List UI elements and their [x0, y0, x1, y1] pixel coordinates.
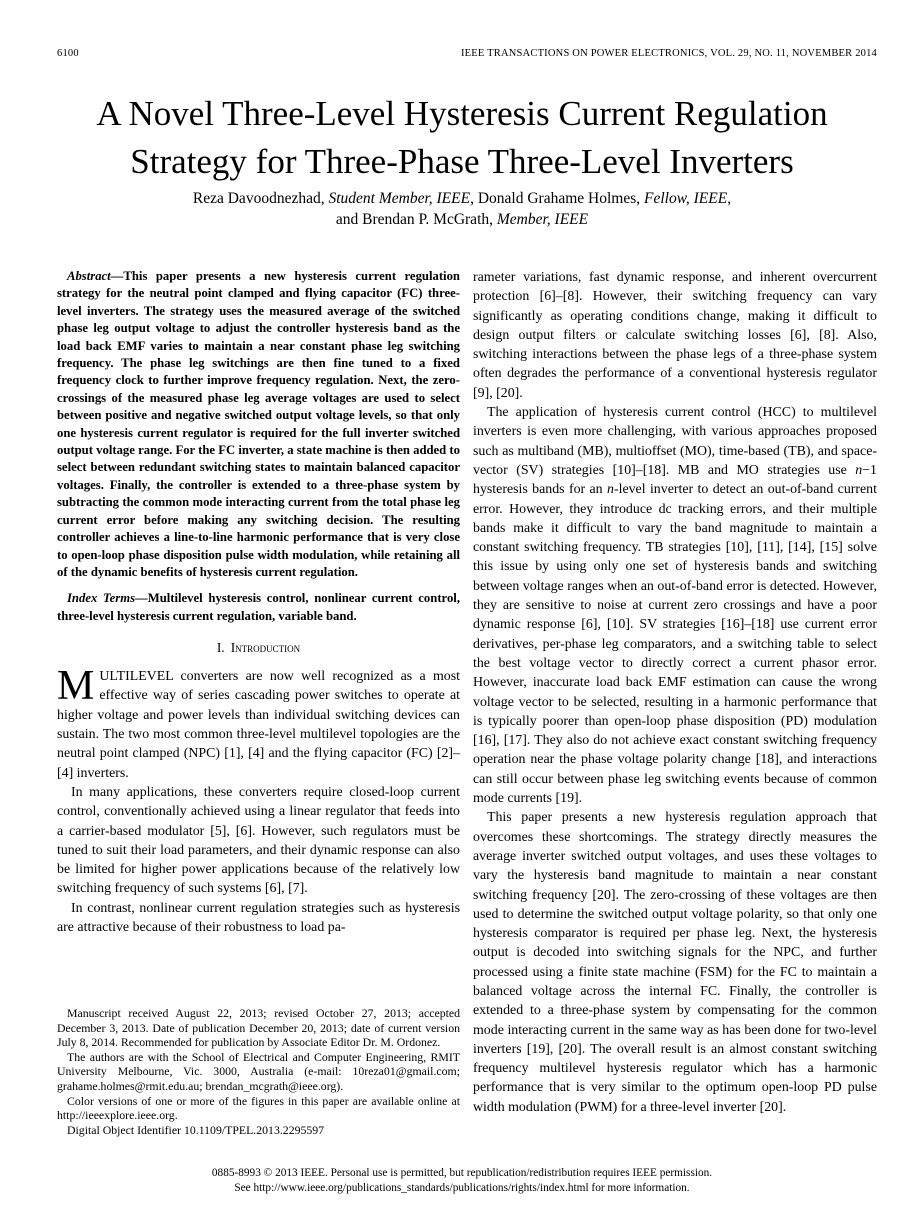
- intro-paragraph-3: In contrast, nonlinear current regulation strategies such as hysteresis are attractive because of their robustness to load pa-: [57, 900, 460, 935]
- section-number: I.: [216, 640, 225, 656]
- copyright-footer: [0, 1166, 924, 1195]
- intro-paragraph-1-text: converters are now well recognized as a most effective way of series cascading power switches to operate at higher voltage and power levels than individual switching devices can sustain. The two most common three-level multilevel topologies are the neutral point clamped (NPC) [1], [4] and the flying capacitor (FC) [2]–[4] inverters.: [57, 669, 460, 781]
- author-line-1: Reza Davoodnezhad, Student Member, IEEE, Donald Grahame Holmes, Fellow, IEEE,: [192, 190, 732, 207]
- abstract: Abstract—This paper presents a new hysteresis current regulation strategy for the neutral point clamped and flying capacitor (FC) three-level inverters. The strategy uses the measured average of the switched phase leg output voltage to adjust the controller hysteresis band as the load back EMF varies to maintain a near constant phase leg switching frequency. The phase leg switchings are then fine tuned to a fixed frequency clock to further improve frequency regulation. Next, the zero-crossings of the measured phase leg average voltages are used to select between positive and negative switched output voltage levels, so that only one hysteresis current regulator is required for the full inverter switched output voltage range. For the FC inverter, a state machine is then added to select between redundant switching states to maintain balanced capacitor voltages. Finally, the controller is extended to a three-phase system by subtracting the common mode interacting current from the total phase leg current error before making any switching decision. The resulting controller achieves a line-to-line harmonic performance that is very close to open-loop phase disposition pulse width modulation, while retaining all of the dynamic benefits of hysteresis current regulation.: [57, 269, 460, 579]
- copyright-line-1: 0885-8993 © 2013 IEEE. Personal use is permitted, but republication/redistribution requires IEEE permission.: [211, 1167, 713, 1179]
- copyright-line-2: See http://www.ieee.org/publications_standards/publications/rights/index.html for more information.: [234, 1181, 690, 1194]
- section-title: Introduction: [230, 640, 301, 656]
- page-number: 6100: [57, 48, 79, 59]
- index-terms: Index Terms—Multilevel hysteresis control, nonlinear current control, three-level hysteresis current regulation, variable band.: [57, 591, 461, 623]
- left-column: [57, 268, 460, 937]
- journal-header: IEEE TRANSACTIONS ON POWER ELECTRONICS, VOL. 29, NO. 11, NOVEMBER 2014: [460, 48, 877, 59]
- footnote-color-versions: Color versions of one or more of the figures in this paper are available online at http://ieeexplore.ieee.org.: [57, 1093, 460, 1123]
- footnote-author-affiliation: The authors are with the School of Electrical and Computer Engineering, RMIT University Melbourne, Vic. 3000, Australia (e-mail: 10reza01@gmail.com; grahame.holmes@rmit.edu.au; brendan_mcgrath@ieee.org).: [57, 1049, 460, 1093]
- author-line-2: and Brendan P. McGrath, Member, IEEE: [335, 211, 589, 228]
- right-paragraph-1: rameter variations, fast dynamic response, and inherent overcurrent protection [6]–[8]. However, their switching frequency can vary significantly as operating conditions change, making it difficult to design output filters or calculate switching losses [6], [8]. Also, switching interactions between the phase legs of a three-phase system often degrades the performance of a conventional hysteresis regulator [9], [20].: [473, 270, 877, 401]
- dropcap-letter: M: [57, 663, 95, 710]
- first-page-footnote: [57, 1006, 460, 1137]
- section-heading-introduction: [57, 640, 460, 656]
- running-header: [57, 48, 877, 59]
- footnote-doi: Digital Object Identifier 10.1109/TPEL.2013.2295597: [67, 1122, 325, 1137]
- right-paragraph-3: This paper presents a new hysteresis regulation approach that overcomes these shortcomings. The strategy directly measures the average inverter switched output voltages, and uses these voltages to vary the hysteresis band magnitude to maintain a near constant switching frequency [20]. The zero-crossing of these voltages are then used to determine the switched output voltage polarity, so that only one hysteresis comparator is required per phase leg. Next, the hysteresis output is decoded into switching signals for the NPC, and further processed using a finite state machine (FSM) for the FC to maintain a balanced voltage across the internal FC. Finally, the controller is extended to a three-phase system by compensating for the common mode interacting current in the same way as has been done for two-level inverters [19], [20]. The overall result is an almost constant switching frequency multilevel hysteresis regulator which has a harmonic performance that is very similar to the optimum open-loop PD pulse width modulation (PWM) for a three-level inverter [20].: [473, 810, 877, 1115]
- footnote-manuscript-history: Manuscript received August 22, 2013; revised October 27, 2013; accepted December 3, 2013. Date of publication December 20, 2013; date of current version July 8, 2014. Recommended for publication by Associate Editor Dr. M. Ordonez.: [57, 1006, 460, 1050]
- author-list: [0, 188, 924, 230]
- paper-title-line1: A Novel Three-Level Hysteresis Current Regulation: [96, 94, 828, 133]
- intro-lead-word: ULTILEVEL: [99, 669, 174, 685]
- paper-title-line2: Strategy for Three-Phase Three-Level Inverters: [130, 142, 794, 181]
- right-paragraph-2: The application of hysteresis current control (HCC) to multilevel inverters is even more challenging, with various approaches proposed such as multiband (MB), multioffset (MO), time-based (TB), and space-vector (SV) strategies [10]–[18]. MB and MO strategies use n−1 hysteresis bands for an n-level inverter to detect an out-of-band current error. However, they introduce dc tracking errors, and their multiple bands make it difficult to vary the band magnitude to maintain a constant switching frequency. TB strategies [10], [11], [14], [15] solve this issue by using only one set of hysteresis bands and switching between voltage ranges when an out-of-band error is detected. However, they are sensitive to noise at current zero crossings and have a poor dynamic response [6], [10]. SV strategies [16]–[18] use current error derivatives, per-phase leg comparators, and a switching table to select the best voltage vector to directly correct a current phasor error. However, inaccurate load back EMF estimation can cause the wrong voltage vector to be selected, resulting in a harmonic performance that is typically poorer than open-loop phase disposition (PD) modulation [16], [17]. They also do not achieve exact constant switching frequency operation near the phase voltage polarity change [18], and interactions can still occur between phase leg switching events because of common mode currents [19].: [473, 405, 877, 807]
- intro-paragraph-2: In many applications, these converters require closed-loop current control, conventionally achieved using a linear regulator that feeds into a carrier-based modulator [5], [6]. However, such regulators must be tuned to suit their load parameters, and their dynamic response can also be limited for higher power applications because of the relatively low switching frequency of such systems [6], [7].: [57, 784, 460, 897]
- intro-paragraph-1: [57, 663, 460, 783]
- right-column: [473, 268, 877, 1117]
- paper-title: [40, 90, 884, 186]
